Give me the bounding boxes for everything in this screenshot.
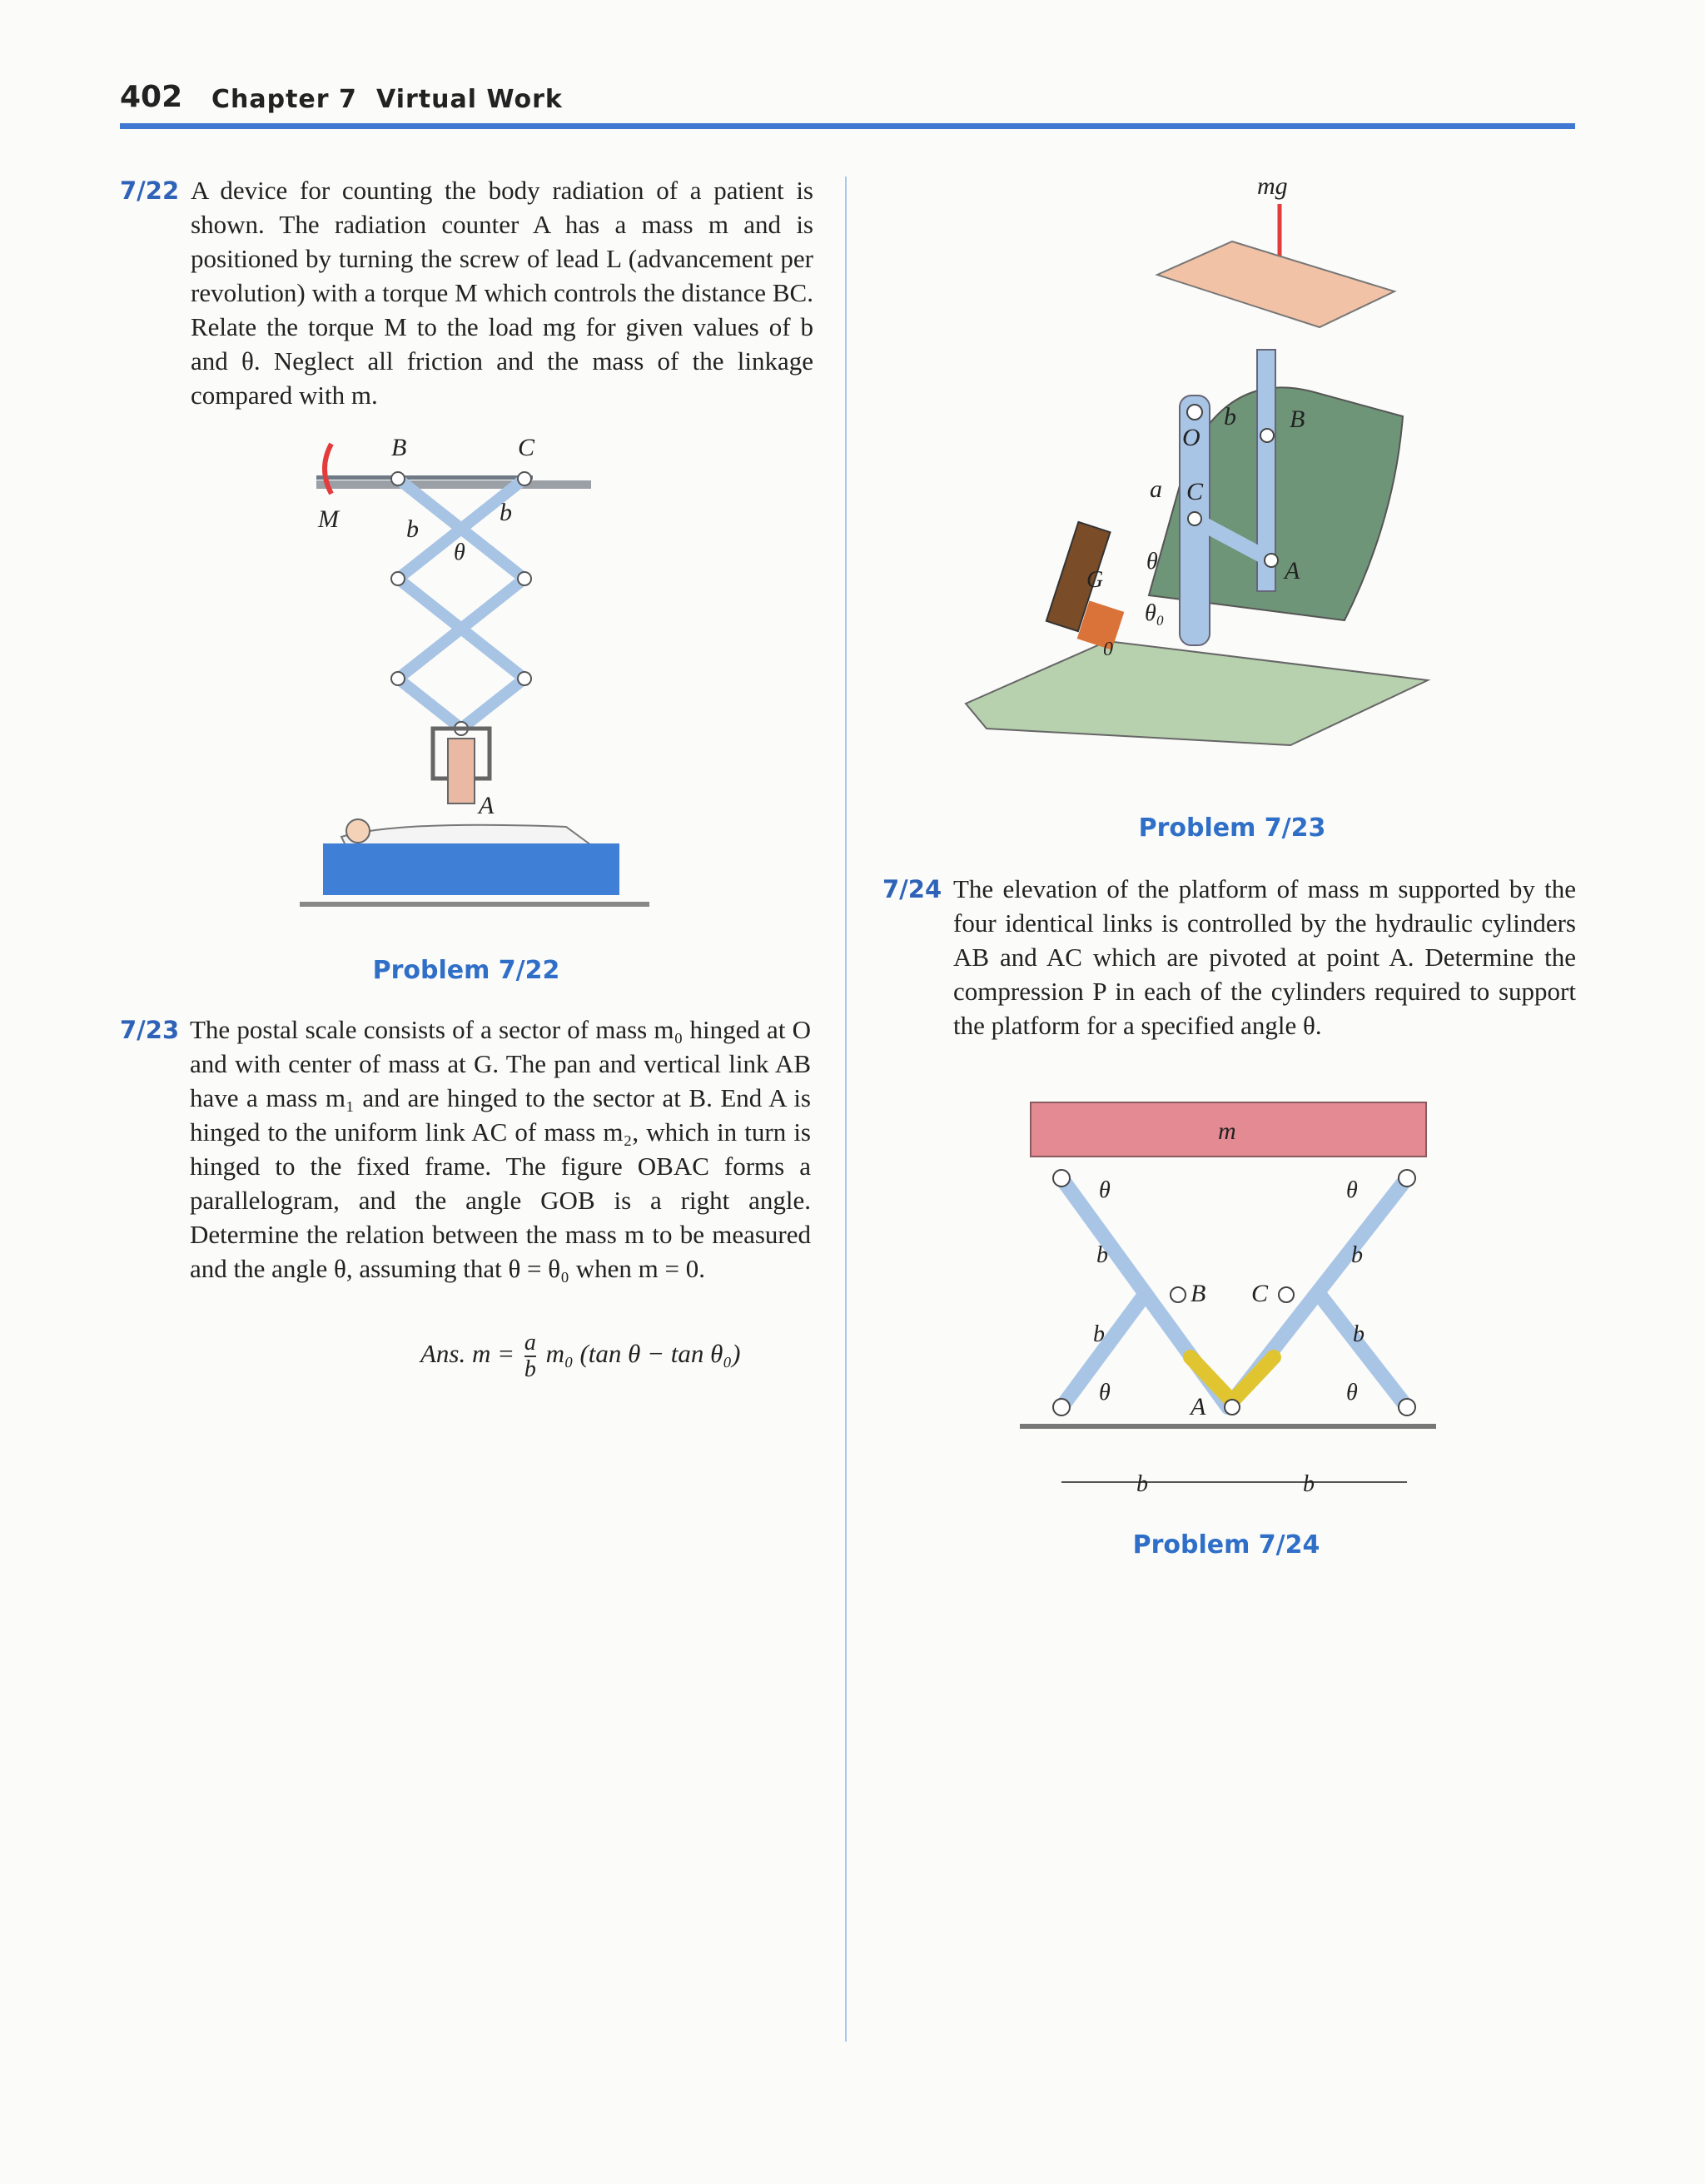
label-B: B — [1290, 405, 1305, 433]
caption-7-24: Problem 7/24 — [1132, 1530, 1320, 1560]
figure-7-24 — [1020, 1095, 1453, 1507]
problem-text-7-23: The postal scale consists of a sector of mass m₀ hinged at O and with center of mass at G. The pan and vertical link AB have a mass m₁ and are hinged to the sector at B. End A is hinged to the uniform link AC of mass m₂, which in turn is hinged to the fixed frame. The figure OBAC forms a parallelogram, and the angle GOB is a right angle. Determine the relation between the mass m to be measured and the angle θ, assuming that θ = θ₀ when m = 0. — [190, 1015, 811, 1283]
label-C: C — [1186, 478, 1204, 505]
label-O: O — [1182, 424, 1200, 451]
label-b-dim-left: b — [1136, 1471, 1148, 1497]
label-b-right: b — [500, 499, 512, 526]
label-b-left: b — [406, 515, 419, 543]
label-theta: θ — [1146, 549, 1158, 575]
chapter-title: Virtual Work — [376, 85, 563, 114]
label-B: B — [391, 434, 407, 461]
problem-number-7-23: 7/23 — [120, 1016, 180, 1044]
answer-suffix: m₀ (tan θ − tan θ₀) — [545, 1339, 741, 1369]
label-B: B — [1191, 1280, 1206, 1307]
label-A: A — [479, 792, 495, 819]
label-b-dim-right: b — [1303, 1471, 1315, 1497]
problem-number-7-24: 7/24 — [882, 875, 942, 903]
label-b-4: b — [1353, 1321, 1364, 1347]
label-theta: θ — [454, 540, 465, 565]
figure-7-23 — [953, 171, 1503, 766]
answer-prefix: Ans. m = — [420, 1339, 515, 1369]
label-C: C — [1251, 1280, 1269, 1307]
label-mg: mg — [1257, 172, 1288, 200]
label-theta-bottom-right: θ — [1346, 1380, 1358, 1405]
running-header — [120, 80, 1575, 130]
caption-7-22: Problem 7/22 — [372, 956, 560, 985]
label-b-1: b — [1096, 1242, 1108, 1268]
label-b-3: b — [1093, 1321, 1105, 1347]
figure-7-22 — [300, 429, 649, 924]
caption-7-23: Problem 7/23 — [1138, 813, 1326, 843]
label-m: m — [1218, 1117, 1236, 1145]
label-theta-top-left: θ — [1099, 1177, 1111, 1203]
label-theta-bottom-left: θ — [1099, 1380, 1111, 1405]
label-A: A — [1285, 557, 1300, 585]
answer-fraction-denominator: b — [524, 1356, 536, 1382]
answer-fraction-numerator: a — [524, 1330, 536, 1356]
chapter-label: Chapter 7 — [211, 85, 357, 114]
column-divider — [845, 177, 847, 2042]
label-zero: 0 — [1103, 639, 1113, 660]
answer-fraction — [524, 1331, 536, 1382]
problem-text-7-24: The elevation of the platform of mass m supported by the four identical links is controlled by the hydraulic cylinders AB and AC which are pivoted at point A. Determine the compression P in each of the cylinders required to support the platform for a specified angle θ. — [953, 874, 1576, 1040]
label-b-2: b — [1351, 1242, 1363, 1268]
header-rule — [120, 123, 1575, 129]
label-G: G — [1086, 567, 1104, 593]
label-theta0: θ₀ — [1145, 600, 1165, 626]
label-a: a — [1150, 475, 1162, 503]
label-theta-top-right: θ — [1346, 1177, 1358, 1203]
page-number: 402 — [120, 80, 183, 114]
label-b: b — [1224, 403, 1236, 430]
problem-text-7-22: A device for counting the body radiation of a patient is shown. The radiation counter A has a mass m and is positioned by turning the screw of lead L (advancement per revolution) with a torque M which controls the distance BC. Relate the torque M to the load mg for given values of b and θ. Neglect all friction and the mass of the linkage compared with m. — [191, 176, 813, 410]
problem-number-7-22: 7/22 — [120, 177, 180, 205]
label-A: A — [1191, 1393, 1206, 1420]
answer-7-23 — [420, 1331, 741, 1382]
label-C: C — [518, 434, 535, 461]
label-M: M — [318, 505, 339, 533]
